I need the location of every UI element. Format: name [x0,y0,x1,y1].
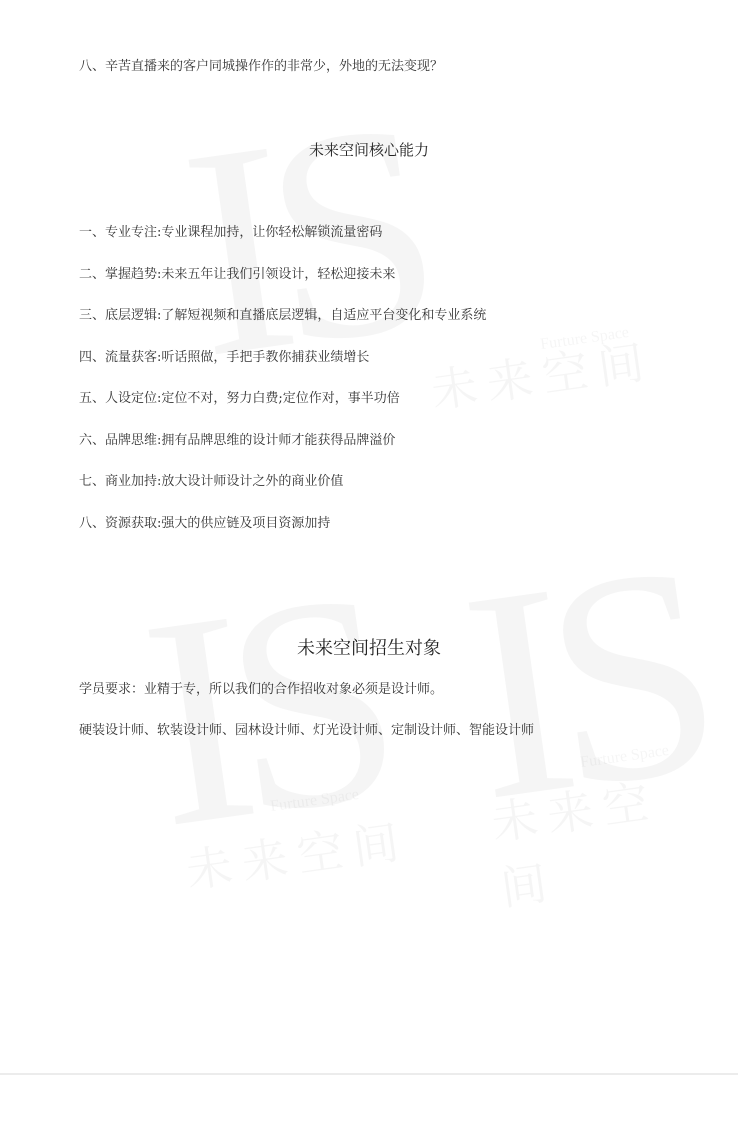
ability-item: 一、专业专注:专业课程加持，让你轻松解锁流量密码 [79,225,383,240]
ability-item: 五、人设定位:定位不对，努力白费;定位作对，事半功倍 [79,391,400,406]
ability-item: 四、流量获客:听话照做，手把手教你捕获业绩增长 [79,350,370,365]
ability-item: 七、商业加持:放大设计师设计之外的商业价值 [79,474,344,489]
ability-item: 六、品牌思维:拥有品牌思维的设计师才能获得品牌溢价 [79,433,396,448]
ability-item: 八、资源获取:强大的供应链及项目资源加持 [79,516,331,531]
watermark-chinese-bottom-left [181,805,412,902]
watermark-logo-bottom-left [130,546,396,875]
watermark-chinese-bottom-right [487,757,723,918]
watermark-chinese-top [426,325,657,422]
watermark-subtitle-bottom-left [269,786,360,816]
enrollment-title: 未来空间招生对象 [297,638,441,659]
designer-types: 硬装设计师、软装设计师、园林设计师、灯光设计师、定制设计师、智能设计师 [79,723,535,738]
ability-item: 三、底层逻辑:了解短视频和直播底层逻辑，自适应平台变化和专业系统 [79,308,487,323]
ability-item: 二、掌握趋势:未来五年让我们引领设计，轻松迎接未来 [79,267,396,282]
watermark-logo-bottom-right [450,513,738,847]
student-requirement: 学员要求：业精于专，所以我们的合作招收对象必须是设计师。 [79,682,444,697]
page-bottom-divider [0,1073,738,1075]
intro-line: 八、辛苦直播来的客户同城操作作的非常少，外地的无法变现？ [79,59,444,74]
watermark-subtitle-bottom-right [579,742,670,772]
core-abilities-title: 未来空间核心能力 [308,141,429,159]
watermark-subtitle-top [539,324,630,354]
